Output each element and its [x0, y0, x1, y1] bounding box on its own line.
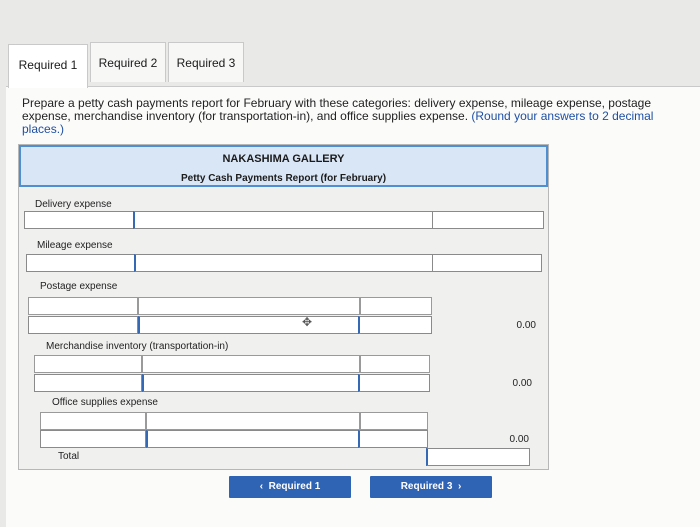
delivery-desc-input[interactable]	[24, 211, 134, 229]
instructions-note: (Round your answers to 2 decimal places.)	[22, 109, 654, 136]
instructions-text: Prepare a petty cash payments report for February with these categories: delivery expense, mileage expense, postage expense, merchandise inventory (for transportation-in), and office supplies expense.	[22, 96, 652, 123]
next-required-button[interactable]	[370, 476, 492, 498]
office-sub-input-a[interactable]	[360, 412, 428, 430]
row-label-mileage: Mileage expense	[37, 240, 113, 251]
report-header	[19, 145, 548, 187]
postage-desc-input-a[interactable]	[28, 297, 138, 315]
merch-amount-input-b[interactable]	[142, 374, 360, 392]
merch-amount-input-a[interactable]	[142, 355, 360, 373]
postage-sub-input-a[interactable]	[360, 297, 432, 315]
postage-amount-input-b[interactable]	[138, 316, 360, 334]
merch-sub-input-a[interactable]	[360, 355, 430, 373]
office-amount-input-a[interactable]	[146, 412, 360, 430]
mileage-amount-input[interactable]	[134, 254, 434, 272]
instructions	[22, 97, 692, 136]
row-label-merchandise: Merchandise inventory (transportation-in)	[46, 341, 229, 352]
tab-required-2[interactable]	[90, 42, 166, 82]
company-name: NAKASHIMA GALLERY	[222, 153, 345, 165]
merch-desc-input-a[interactable]	[34, 355, 142, 373]
next-label: Required 3	[400, 481, 453, 492]
merch-total: 0.00	[512, 378, 532, 389]
postage-amount-input-a[interactable]	[138, 297, 360, 315]
delivery-total-input[interactable]	[432, 211, 544, 229]
office-amount-input-b[interactable]	[146, 430, 360, 448]
postage-sub-input-b[interactable]	[358, 316, 432, 334]
office-desc-input-a[interactable]	[40, 412, 146, 430]
chevron-right-icon: ›	[457, 481, 462, 492]
prev-label: Required 1	[268, 481, 321, 492]
office-desc-input-b[interactable]	[40, 430, 146, 448]
postage-total: 0.00	[516, 320, 536, 331]
merch-desc-input-b[interactable]	[34, 374, 142, 392]
merch-sub-input-b[interactable]	[358, 374, 430, 392]
move-cursor-icon: ✥	[302, 315, 313, 329]
row-label-office: Office supplies expense	[52, 397, 158, 408]
tab-label: Required 3	[176, 56, 236, 70]
delivery-amount-input[interactable]	[133, 211, 433, 229]
row-label-delivery: Delivery expense	[35, 199, 112, 210]
chevron-left-icon: ‹	[259, 481, 264, 492]
prev-required-button[interactable]	[229, 476, 351, 498]
tab-label: Required 1	[18, 58, 78, 72]
report-title: Petty Cash Payments Report (for February)	[180, 173, 387, 184]
office-sub-input-b[interactable]	[358, 430, 428, 448]
row-label-postage: Postage expense	[40, 281, 118, 292]
tab-required-1[interactable]	[8, 44, 88, 88]
tab-required-3[interactable]	[168, 42, 244, 82]
row-label-total: Total	[58, 451, 80, 462]
tab-label: Required 2	[98, 56, 158, 70]
mileage-desc-input[interactable]	[26, 254, 136, 272]
office-total: 0.00	[509, 434, 529, 445]
postage-desc-input-b[interactable]	[28, 316, 138, 334]
grand-total-input[interactable]	[426, 448, 530, 466]
mileage-total-input[interactable]	[432, 254, 542, 272]
